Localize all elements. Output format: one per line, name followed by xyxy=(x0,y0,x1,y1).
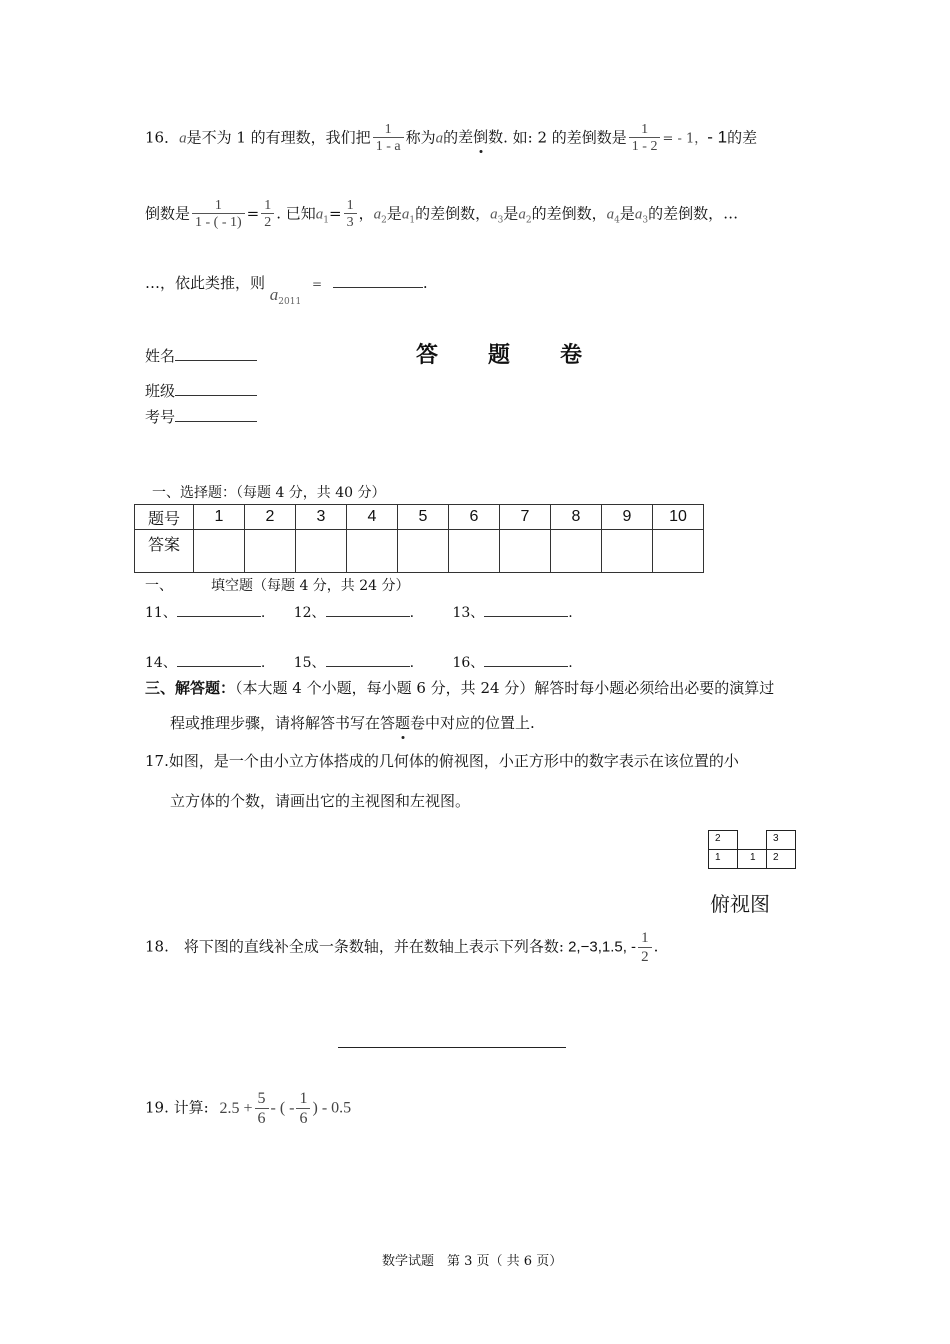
q16-text: = xyxy=(329,204,342,223)
q16-text: 是不为 1 的有理数，我们把 xyxy=(186,128,371,147)
q16-text: = - 1， xyxy=(662,131,708,147)
fill-row-1: 11、 . 12、 . 13、 . xyxy=(145,605,573,621)
q16-line3: …，依此类推，则 $a_{2011}$ = . xyxy=(145,274,428,307)
q16-text: …，依此类推，则 xyxy=(145,274,266,292)
q17-line2: 立方体的个数，请画出它的主视图和左视图。 xyxy=(170,792,471,810)
section3-line1: 三、解答题：（本大题 4 个小题，每小题 6 分，共 24 分）解答时每小题必须给出必要的演算过 xyxy=(145,679,775,697)
fraction: $\frac{1}{3}$ xyxy=(344,198,357,231)
page-title: 答 题 卷 xyxy=(416,343,597,368)
answer-table xyxy=(134,504,704,573)
q16-number: 16． xyxy=(145,128,180,147)
section3-line2: 程或推理步骤，请将解答书写在答题卷中对应的位置上. xyxy=(170,714,535,732)
q16-text: . 已知 xyxy=(276,204,316,223)
var-a: a xyxy=(179,130,187,147)
fraction: $\frac{1}{1 - a}$ xyxy=(373,122,404,155)
q17-line1: 17.如图，是一个由小立方体搭成的几何体的俯视图，小正方形中的数字表示在该位置的小 xyxy=(145,752,739,770)
q16-text: 的差 xyxy=(727,128,758,147)
top-view-caption: 俯视图 xyxy=(710,892,770,916)
q16-text: 倒数是 xyxy=(145,204,191,223)
q16-text: = xyxy=(246,204,260,223)
top-view-grid xyxy=(708,830,800,870)
name-label: 姓名 xyxy=(145,345,257,366)
q16-text: . 如: 2 的差倒数是 xyxy=(503,128,627,147)
page-footer: 数学试题 第 3 页（ 共 6 页） xyxy=(382,1254,563,1269)
answer-blank xyxy=(333,287,423,288)
emphasis-text: 差倒数 xyxy=(458,128,504,147)
section1-title: 一、选择题：（每题 4 分，共 40 分） xyxy=(152,485,386,501)
fraction: $\frac{1}{1 - 2}$ xyxy=(629,122,661,155)
table-row: 答案 xyxy=(135,530,704,573)
fill-row-2: 14、 . 15、 . 16、 . xyxy=(145,655,573,671)
grid-cell: 2 xyxy=(766,849,796,869)
class-label: 班级 xyxy=(145,380,257,401)
q19-line: 19. 计算: 2.5 + $\frac{5}{6}$ - ( - $\frac{1}{6}$ ) - 0.5 xyxy=(145,1090,352,1127)
q16-text: 称为 xyxy=(405,128,436,147)
q16-text: - 1 xyxy=(707,127,728,147)
q16-line2: 倒数是 $\frac{1}{1 - ( - 1)}$ = $\frac{1}{2}$ . 已知$a_1=$ $\frac{1}{3}$ ，$a_2$是$a_1$的差倒数，$a_3$是$a_2$的差倒数，$a_4$是$a_3$的差倒数，… xyxy=(145,198,739,231)
fraction: $\frac{1}{2}$ xyxy=(261,198,274,231)
grid-cell: 3 xyxy=(766,830,796,850)
grid-cell: 2 xyxy=(708,830,738,850)
var-a: a xyxy=(435,130,444,147)
table-row: 题号 1 2 3 4 5 6 7 8 9 10 xyxy=(135,505,704,530)
q16-text: 的 xyxy=(443,128,459,147)
q16-line1 xyxy=(145,122,757,155)
id-label: 考号 xyxy=(145,406,257,427)
grid-cell: 1 xyxy=(708,849,738,869)
grid-cell: 1 xyxy=(737,849,767,869)
fraction: $\frac{1}{1 - ( - 1)}$ xyxy=(192,198,245,231)
section2-title: 一、 填空题（每题 4 分，共 24 分） xyxy=(145,578,410,594)
q18-line: 18. 将下图的直线补全成一条数轴，并在数轴上表示下列各数: 2,−3,1.5, - $\frac{1}{2}$ . xyxy=(145,930,659,965)
number-line xyxy=(338,1047,566,1048)
